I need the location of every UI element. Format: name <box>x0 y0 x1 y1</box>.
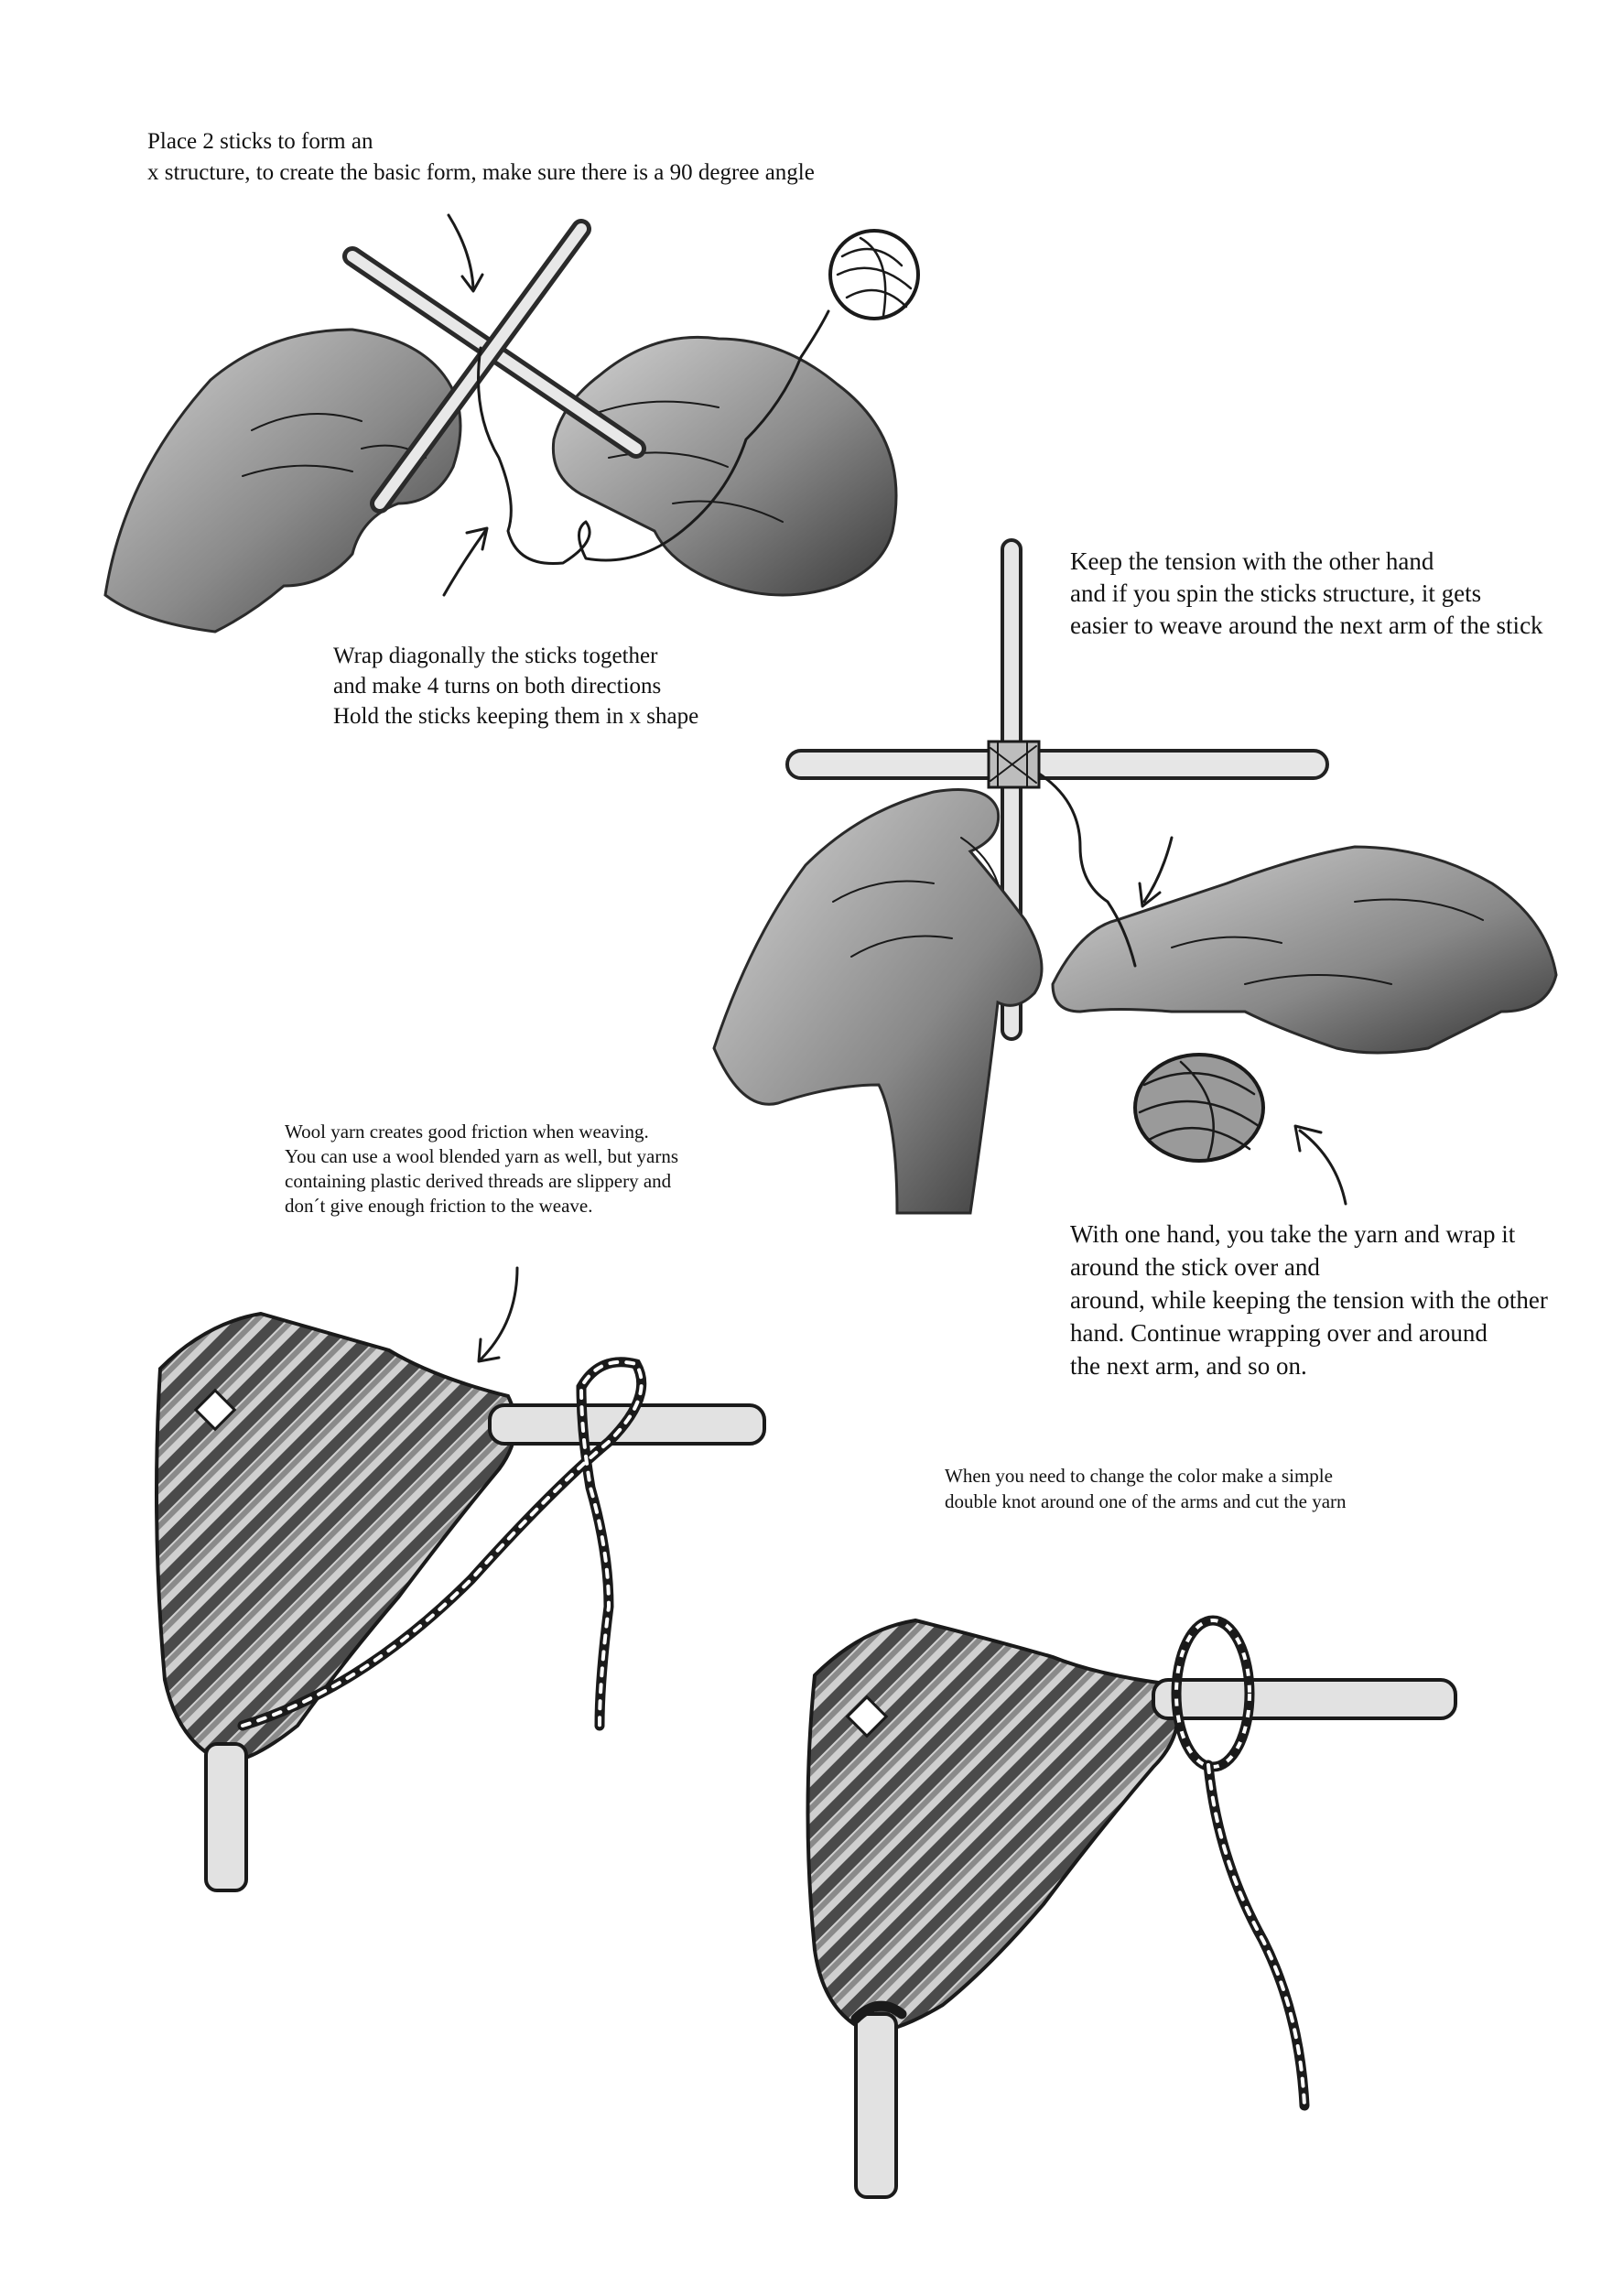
caption-line: Keep the tension with the other hand <box>1070 547 1434 575</box>
caption-line: Wrap diagonally the sticks together <box>333 644 658 668</box>
step-5-caption <box>1070 1218 1548 1382</box>
caption-line: hand. Continue wrapping over and around <box>1070 1319 1488 1347</box>
caption-line: When you need to change the color make a simple <box>945 1465 1333 1487</box>
caption-line: You can use a wool blended yarn as well, but yarns <box>285 1145 679 1167</box>
hands-wrapping-cross-icon <box>696 536 1602 1231</box>
caption-line: Wool yarn creates good friction when weaving. <box>285 1121 649 1143</box>
caption-line: double knot around one of the arms and cut the yarn <box>945 1490 1347 1512</box>
caption-line: x structure, to create the basic form, make sure there is a 90 degree angle <box>147 160 815 185</box>
step-6-caption <box>945 1463 1347 1514</box>
caption-line: around the stick over and <box>1070 1253 1320 1281</box>
caption-line: Place 2 sticks to form an <box>147 129 373 154</box>
caption-line: around, while keeping the tension with the other <box>1070 1286 1548 1314</box>
step-1-caption <box>147 126 815 189</box>
woven-corner-knot-icon <box>787 1556 1501 2215</box>
caption-line: and make 4 turns on both directions <box>333 674 662 699</box>
caption-line: easier to weave around the next arm of the stick <box>1070 612 1543 639</box>
step-4-caption <box>285 1120 678 1218</box>
caption-line: containing plastic derived threads are slippery and <box>285 1170 672 1192</box>
caption-line: Hold the sticks keeping them in x shape <box>333 704 699 729</box>
caption-line: the next arm, and so on. <box>1070 1352 1307 1380</box>
caption-line: With one hand, you take the yarn and wrap it <box>1070 1220 1516 1248</box>
caption-line: and if you spin the sticks structure, it gets <box>1070 579 1482 607</box>
woven-corner-yarn-icon <box>124 1250 774 1890</box>
caption-line: don´t give enough friction to the weave. <box>285 1195 593 1217</box>
